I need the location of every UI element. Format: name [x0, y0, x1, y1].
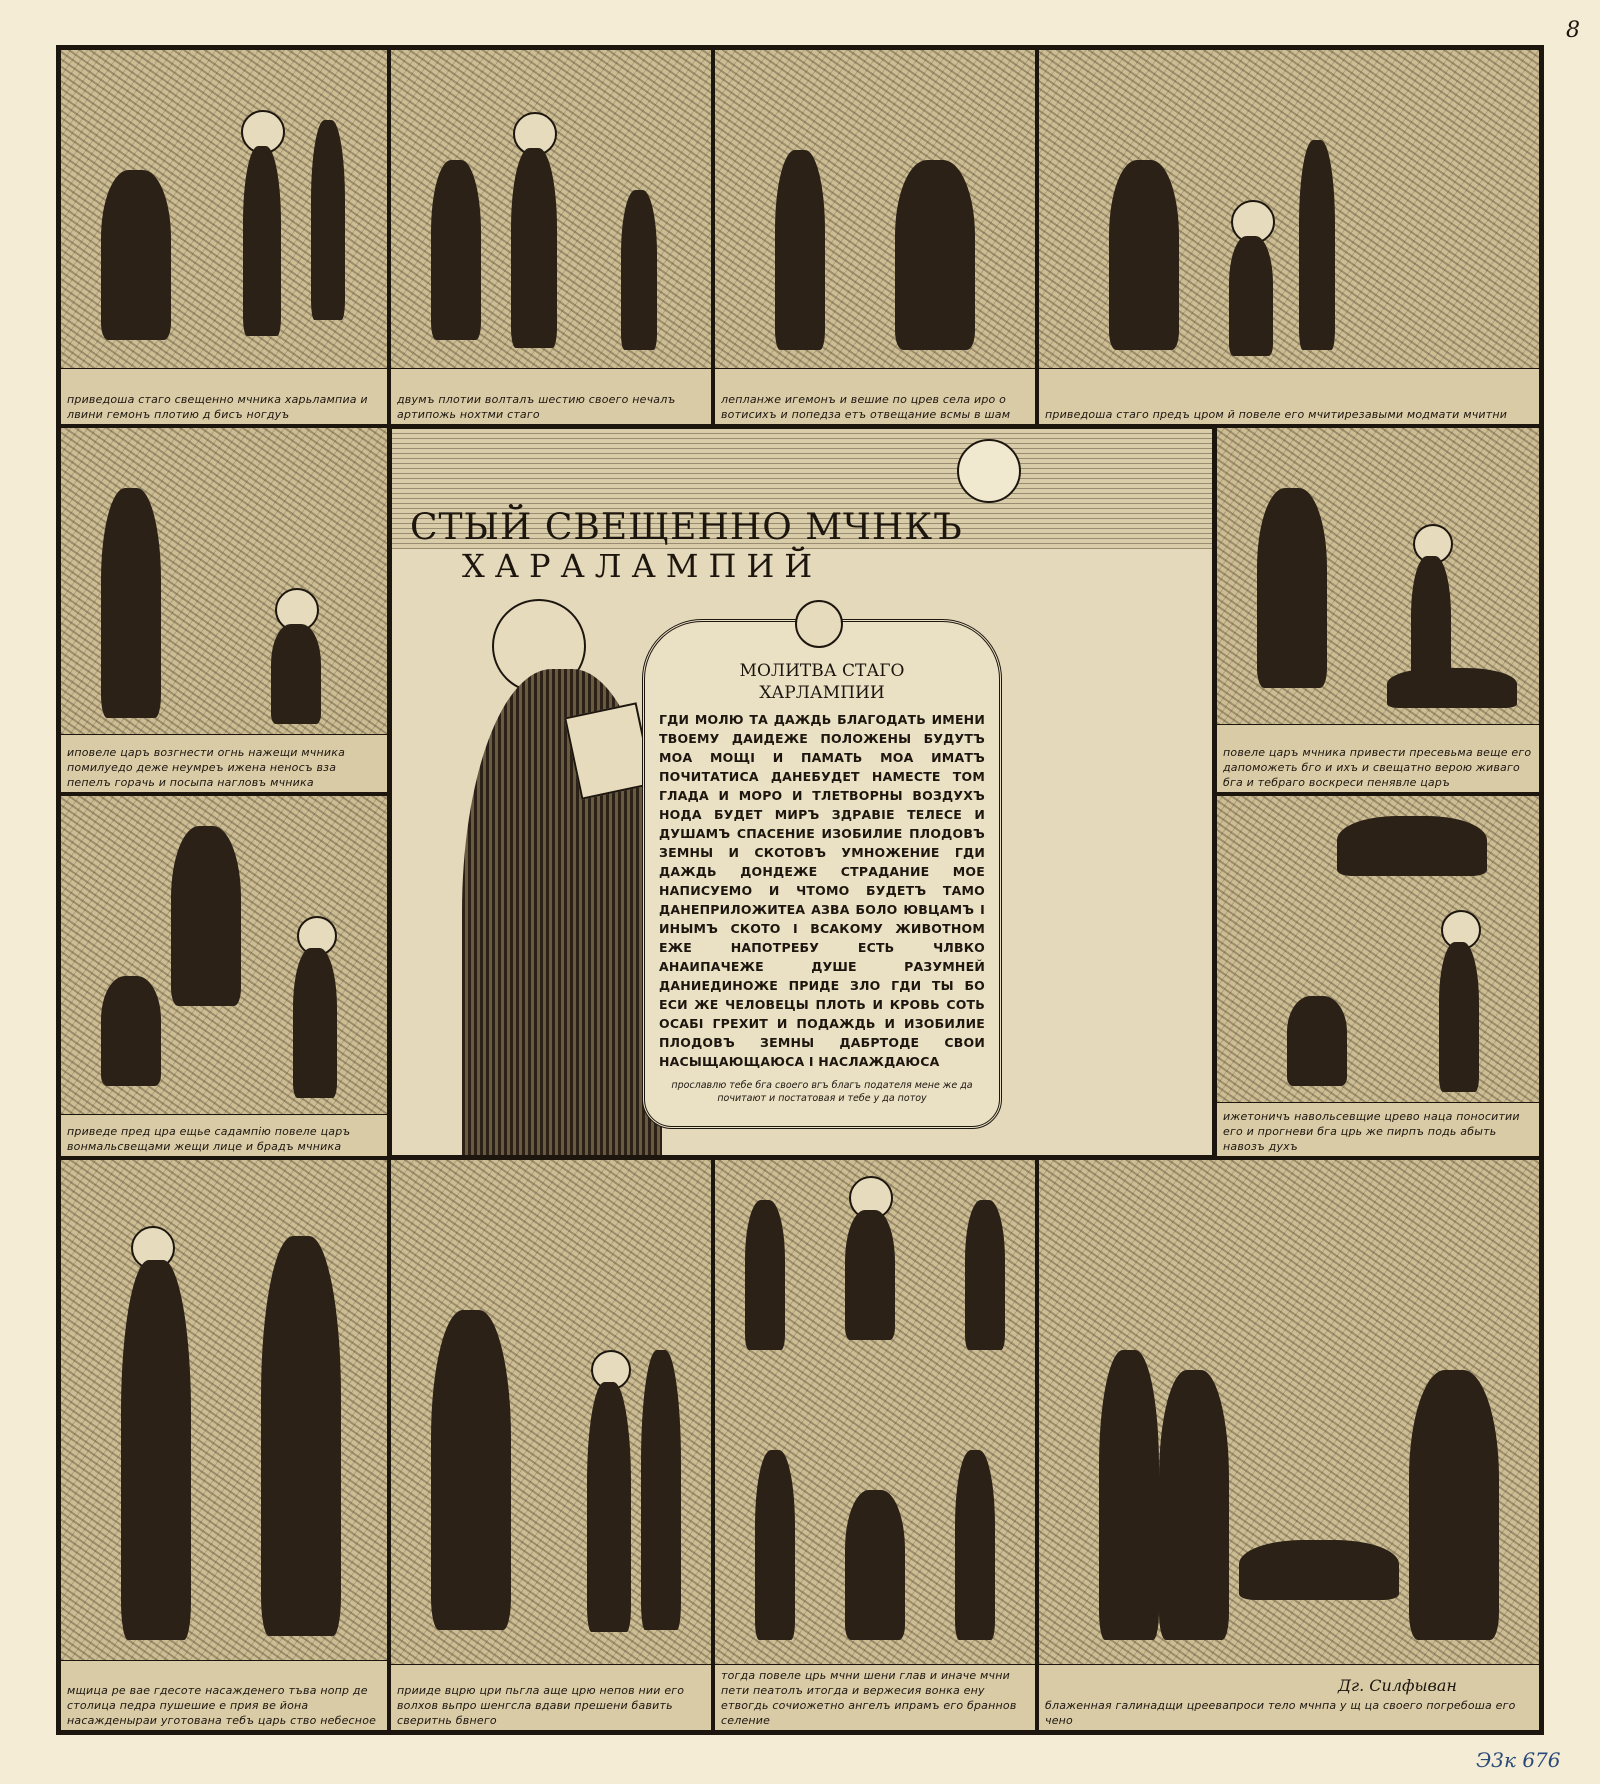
panel-r2c4 — [1215, 426, 1541, 794]
panel-r1c3 — [713, 48, 1037, 426]
soldier-figure — [621, 190, 657, 350]
king-figure — [1109, 160, 1179, 350]
prayer-text: ГДИ МОЛЮ ТА ДАЖДЬ БЛАГОДАТЬ ИМЕНИ ТВОЕМУ ДАИДЕЖЕ ПОЛОЖЕНЫ БУДУТЪ МОА МОЩІ И ПАМАТЬ МОА ИМАТЪ ПОЧИТАТИСА ДАНЕБУДЕТ НАМЕСТЕ ТОМ ГЛАДА И МОРО И ТЛЕТВОРНЫ ВОЗДУХЪ НОДА БУДЕТ МИРЪ ЗДРАВІЕ ТЕЛЕСЕ И ДУШАМЪ СПАСЕНИЕ ИЗОБИЛИЕ ПЛОДОВЪ ЗЕМНЫ И СКОТОВЪ УМНОЖЕНИЕ ГДИ ДАЖДЬ ДОНДЕЖЕ СТРАДАНИЕ МОЕ НАПИСУЕМО И ЧТОМО БУДЕТЪ ТАМО ДАНЕПРИЛОЖИТЕА АЗВА БОЛО ЮВЦАМЪ І ИНЫМЪ СКОТО І ВСАКОМУ ЖИВОТНОМ ЕЖЕ НАПОТРЕБУ ЕСТЬ ЧЛВКО АНАИПАЧЕЖЕ ДУШЕ РАЗУМНЕЙ ДАНИЕДИНОЖЕ ПРИДЕ ЗЛО ГДИ ТЫ БО ЕСИ ЖЕ ЧЕЛОВЕЦЫ ПЛОТЬ И КРОВЬ СОТЬ ОСАБІ ГРЕХИТ И ПОДАЖДЬ И ИЗОБИЛИЕ ПЛОДОВЪ ЗЕМНЫ ДАБРТОДЕ СВОИ НАСЫЩАЮЩАЮСА І НАСЛАЖДАЮСА — [659, 712, 985, 1069]
engraving-scene — [391, 1160, 711, 1665]
king-figure — [1257, 488, 1327, 688]
engraving-scene — [61, 1160, 387, 1661]
panel-caption: повеле царъ мчника привести пресевьма веще его дапоможеть бго и ихъ и свещатно верою живаго бга и тебраго воскреси пенявле царъ — [1223, 746, 1532, 789]
engraving-scene — [61, 50, 387, 369]
panel-caption: лепланже игемонъ и вешие по црев села иро о вотисихъ и попедза етъ отвещание всмы в шам — [721, 393, 1011, 421]
engraving-scene — [715, 50, 1035, 369]
saint-figure — [511, 148, 557, 348]
prayer-footer: прославлю тебе бга своего вгъ благъ подателя мене же да почитают и постатовая и тебе у да потоу — [671, 1080, 973, 1104]
panel-r1c2 — [389, 48, 713, 426]
saint-figure — [1229, 236, 1273, 356]
engraving-scene — [61, 428, 387, 735]
engraving-scene — [61, 796, 387, 1115]
panel-caption: иповеле царъ возгнести огнь нажещи мчника помилуедо деже неумреъ ижена неносъ вза пепелъ горачь и посыпа нагловъ мчника — [67, 746, 346, 789]
engraving-scene — [715, 1160, 1035, 1665]
torturer-figure — [431, 160, 481, 340]
christ-in-glory-icon — [957, 439, 1021, 503]
king-figure — [101, 488, 161, 718]
panel-caption: приведоша стаго предъ цром й повеле его мчитирезавыми модмати мчитни — [1045, 408, 1508, 421]
angel-figure — [965, 1200, 1005, 1350]
king-figure — [1159, 1370, 1229, 1640]
king-figure — [171, 826, 241, 1006]
king-figure — [431, 1310, 511, 1630]
panel-caption: приведе пред цра ещье садампію повеле царъ вонмальсвещами жещи лице и брадъ мчника — [67, 1125, 351, 1153]
panel-caption: двумъ плотии волталъ шестию своего нечалъ артипожь нохтми стаго — [397, 393, 676, 421]
soldier-figure — [755, 1450, 795, 1640]
panel-r4c3 — [713, 1158, 1037, 1732]
panel-caption: приведоша стаго свещенно мчника харьлампиа и лвини гемонъ плотию д бисъ ногдуъ — [67, 393, 368, 421]
engraving-scene — [1217, 796, 1539, 1103]
soldier-figure — [775, 150, 825, 350]
prayer-cartouche — [642, 619, 1002, 1129]
soldier-figure — [641, 1350, 681, 1630]
saint-figure — [587, 1382, 631, 1632]
woman-figure — [1409, 1370, 1499, 1640]
kneeling-figure — [1287, 996, 1347, 1086]
panel-r3c1 — [59, 794, 389, 1158]
saint-portrait — [452, 599, 672, 1158]
woman-figure — [261, 1236, 341, 1636]
signature: Дг. Силфыван — [1338, 1676, 1457, 1695]
soldier-figure — [955, 1450, 995, 1640]
panel-caption: ижетоничъ навольсевщие црево наца поноситии его и прогневи бга црь же пирпъ подь абыть навозъ духъ — [1223, 1110, 1520, 1153]
saint-figure — [1439, 942, 1479, 1092]
dead-man-figure — [1387, 668, 1517, 708]
corner-archive-number: 8 — [1566, 18, 1580, 43]
panel-r4c2 — [389, 1158, 713, 1732]
panel-r3c4 — [1215, 794, 1541, 1158]
panel-r1c4 — [1037, 48, 1541, 426]
coffin-figure — [1239, 1540, 1399, 1600]
flying-demons-figure — [1337, 816, 1487, 876]
panel-caption: тогда повеле црь мчни шени глав и иначе мчни пети пеатолъ итогда и вержесия вонка ену етвогдь сочиожетно ангелъ ипрамъ его браннов селение — [721, 1669, 1017, 1727]
saint-figure — [845, 1490, 905, 1640]
prayer-title-line1: МОЛИТВА СТАГО — [739, 661, 905, 681]
saint-figure — [243, 146, 281, 336]
panel-caption: блаженная галинадщи цреевапроси тело мчнпа у щ ца своего погребоша его чено — [1045, 1699, 1516, 1727]
governor-figure — [895, 160, 975, 350]
saint-figure — [121, 1260, 191, 1640]
archive-stamp: Э3к 676 — [1476, 1748, 1561, 1772]
page-title: СТЫЙ СВЕЩЕННО МЧНКЪ — [410, 507, 963, 548]
angel-figure — [745, 1200, 785, 1350]
saint-name: ХАРАЛАМПИЙ — [462, 547, 823, 585]
center-icon-panel — [389, 426, 1215, 1158]
engraving-scene — [391, 50, 711, 369]
engraving-scene — [1217, 428, 1539, 725]
panel-r1c1 — [59, 48, 389, 426]
engraving-scene — [1039, 50, 1539, 369]
prayer-title — [659, 660, 985, 704]
engraving-scene — [1039, 1160, 1539, 1665]
soldier-figure — [311, 120, 345, 320]
cherub-head-icon — [795, 600, 843, 648]
book-icon — [564, 702, 654, 800]
panel-r2c1 — [59, 426, 389, 794]
panel-caption: прииде вцрю цри пьгла аще црю непов нии его волхов вьпро шенгсла вдави прешени бавить сверитнь бвнего — [397, 1684, 685, 1727]
print-sheet — [56, 45, 1544, 1735]
governor-figure — [101, 170, 171, 340]
soldier-figure — [1299, 140, 1335, 350]
panel-caption: мщица ре вае гдесоте насажденего тъва нопр де столица педра пушешие е прия ве йона насажденыраи уготована тебъ царь ство небесное — [67, 1684, 377, 1727]
fallen-figure — [101, 976, 161, 1086]
christ-figure — [845, 1210, 895, 1340]
panel-r4c1 — [59, 1158, 389, 1732]
saint-figure — [271, 624, 321, 724]
prayer-title-line2: ХАРЛАМПИИ — [759, 683, 885, 703]
soldier-figure — [1099, 1350, 1159, 1640]
panel-r4c4 — [1037, 1158, 1541, 1732]
saint-figure — [293, 948, 337, 1098]
